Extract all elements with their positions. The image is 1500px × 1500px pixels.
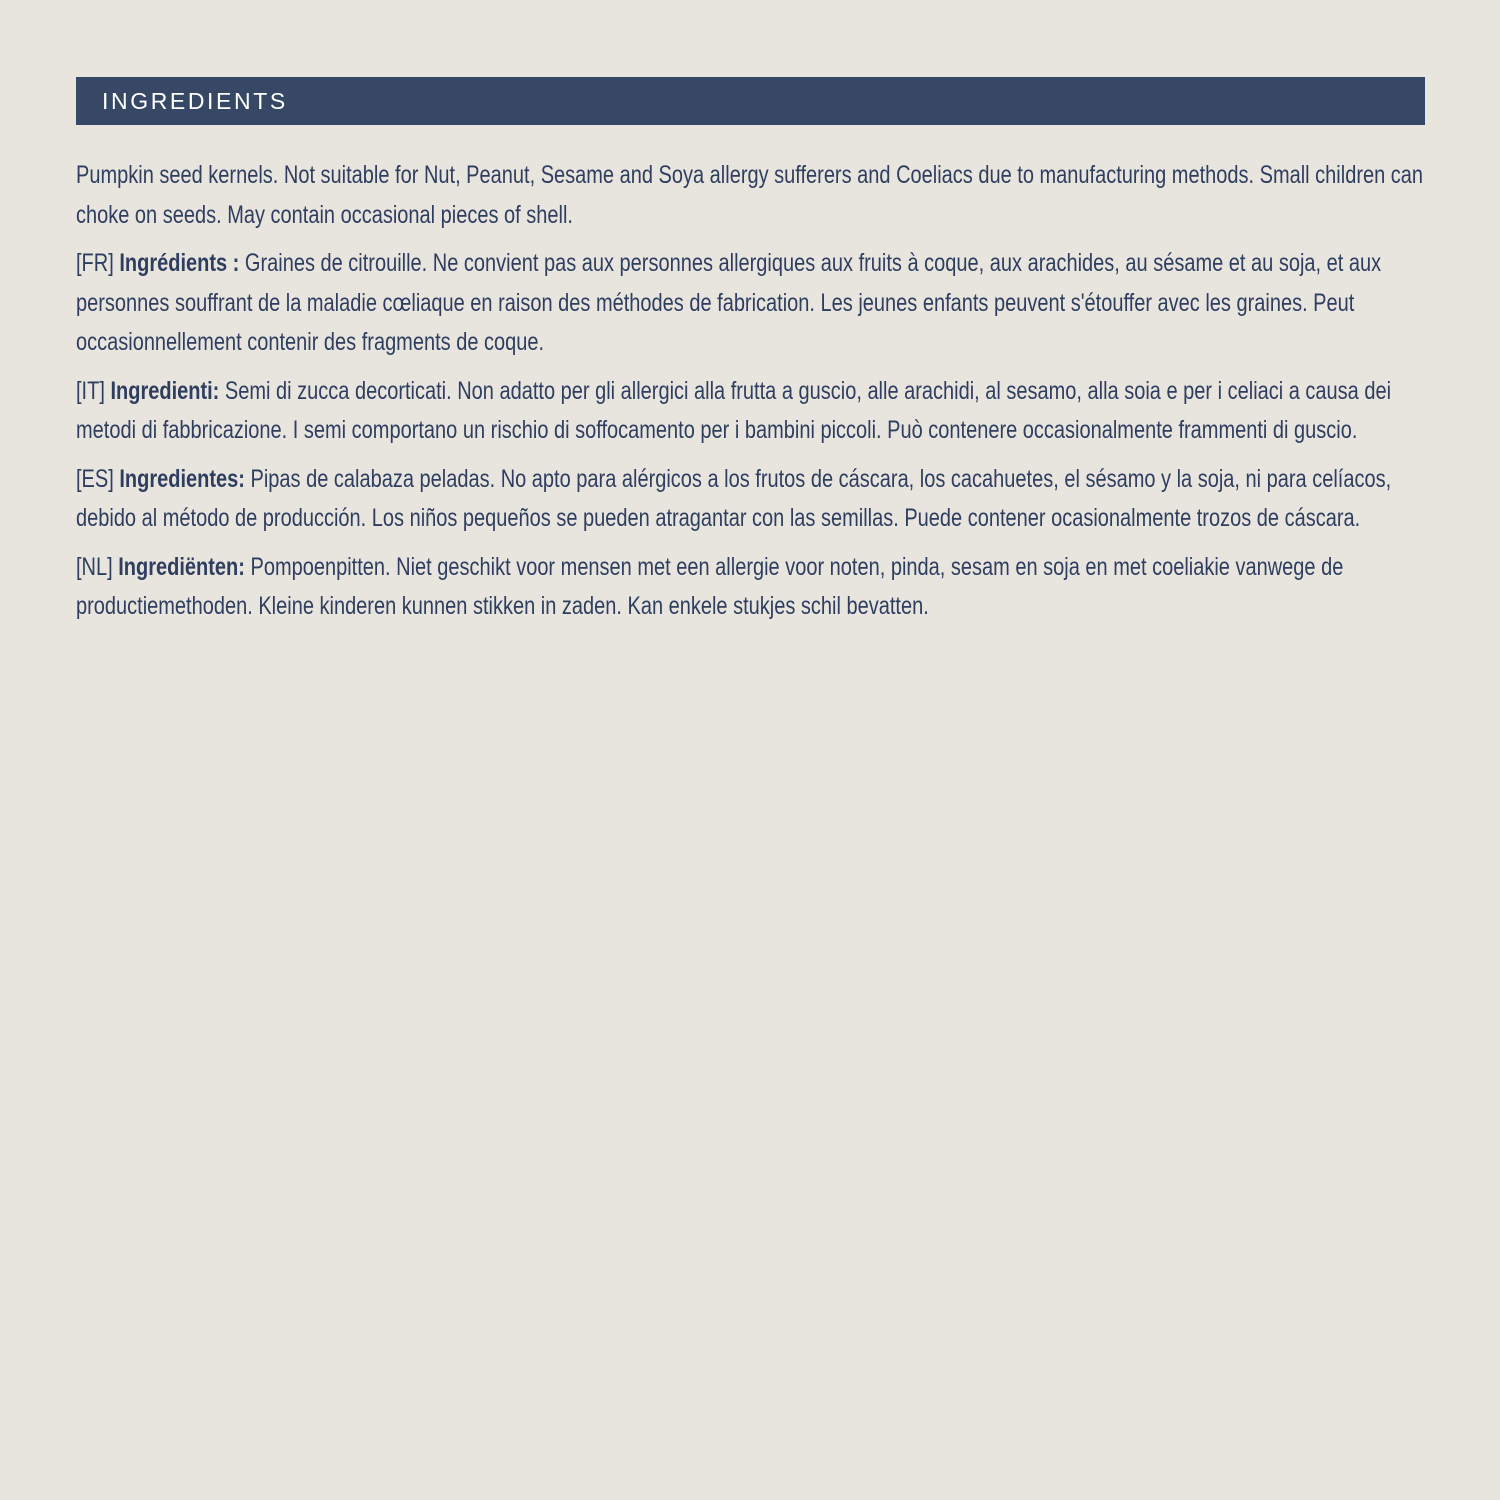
ingredients-paragraph-it bbox=[76, 372, 1425, 451]
section-title: INGREDIENTS bbox=[102, 87, 288, 114]
paragraph-label: Ingredienti: bbox=[110, 376, 220, 405]
paragraph-text: Pompoenpitten. Niet geschikt voor mensen met een allergie voor noten, pinda, sesam en soja en met coeliakie vanwege de productiemethoden. Kleine kinderen kunnen stikken in zaden. Kan enkele stukjes schil bevatten. bbox=[76, 552, 1344, 620]
ingredients-content bbox=[76, 156, 1425, 636]
ingredients-paragraph-nl bbox=[76, 548, 1425, 627]
language-code: [ES] bbox=[76, 464, 114, 493]
paragraph-text: Pumpkin seed kernels. Not suitable for Nut, Peanut, Sesame and Soya allergy sufferers and Coeliacs due to manufacturing methods. Small children can choke on seeds. May contain occasional pieces of shell. bbox=[76, 161, 1424, 229]
paragraph-label: Ingrediënten: bbox=[118, 552, 245, 581]
ingredients-paragraph-es bbox=[76, 460, 1425, 539]
language-code: [IT] bbox=[76, 376, 105, 405]
language-code: [FR] bbox=[76, 249, 114, 277]
paragraph-text: Pipas de calabaza peladas. No apto para alérgicos a los frutos de cáscara, los cacahuetes, el sésamo y la soja, ni para celíacos, debido al método de producción. Los niños pequeños se pueden atragantar con las semillas. Puede contener ocasionalmente trozos de cáscara. bbox=[76, 464, 1392, 532]
section-header-bar bbox=[76, 77, 1425, 125]
ingredients-paragraph-fr bbox=[76, 244, 1425, 363]
paragraph-label: Ingrédients : bbox=[119, 249, 240, 277]
language-code: [NL] bbox=[76, 552, 113, 581]
paragraph-text: Semi di zucca decorticati. Non adatto per gli allergici alla frutta a guscio, alle arachidi, al sesamo, alla soia e per i celiaci a causa dei metodi di fabbricazione. I semi comportano un rischio di soffocamento per i bambini piccoli. Può contenere occasionalmente frammenti di guscio. bbox=[76, 376, 1392, 444]
paragraph-text: Graines de citrouille. Ne convient pas aux personnes allergiques aux fruits à coque, aux arachides, au sésame et au soja, et aux personnes souffrant de la maladie cœliaque en raison des méthodes de fabrication. Les jeunes enfants peuvent s'étouffer avec les graines. Peut occasionnellement contenir des fragments de coque. bbox=[76, 249, 1382, 356]
ingredients-paragraph-en bbox=[76, 156, 1425, 235]
paragraph-label: Ingredientes: bbox=[119, 464, 245, 493]
